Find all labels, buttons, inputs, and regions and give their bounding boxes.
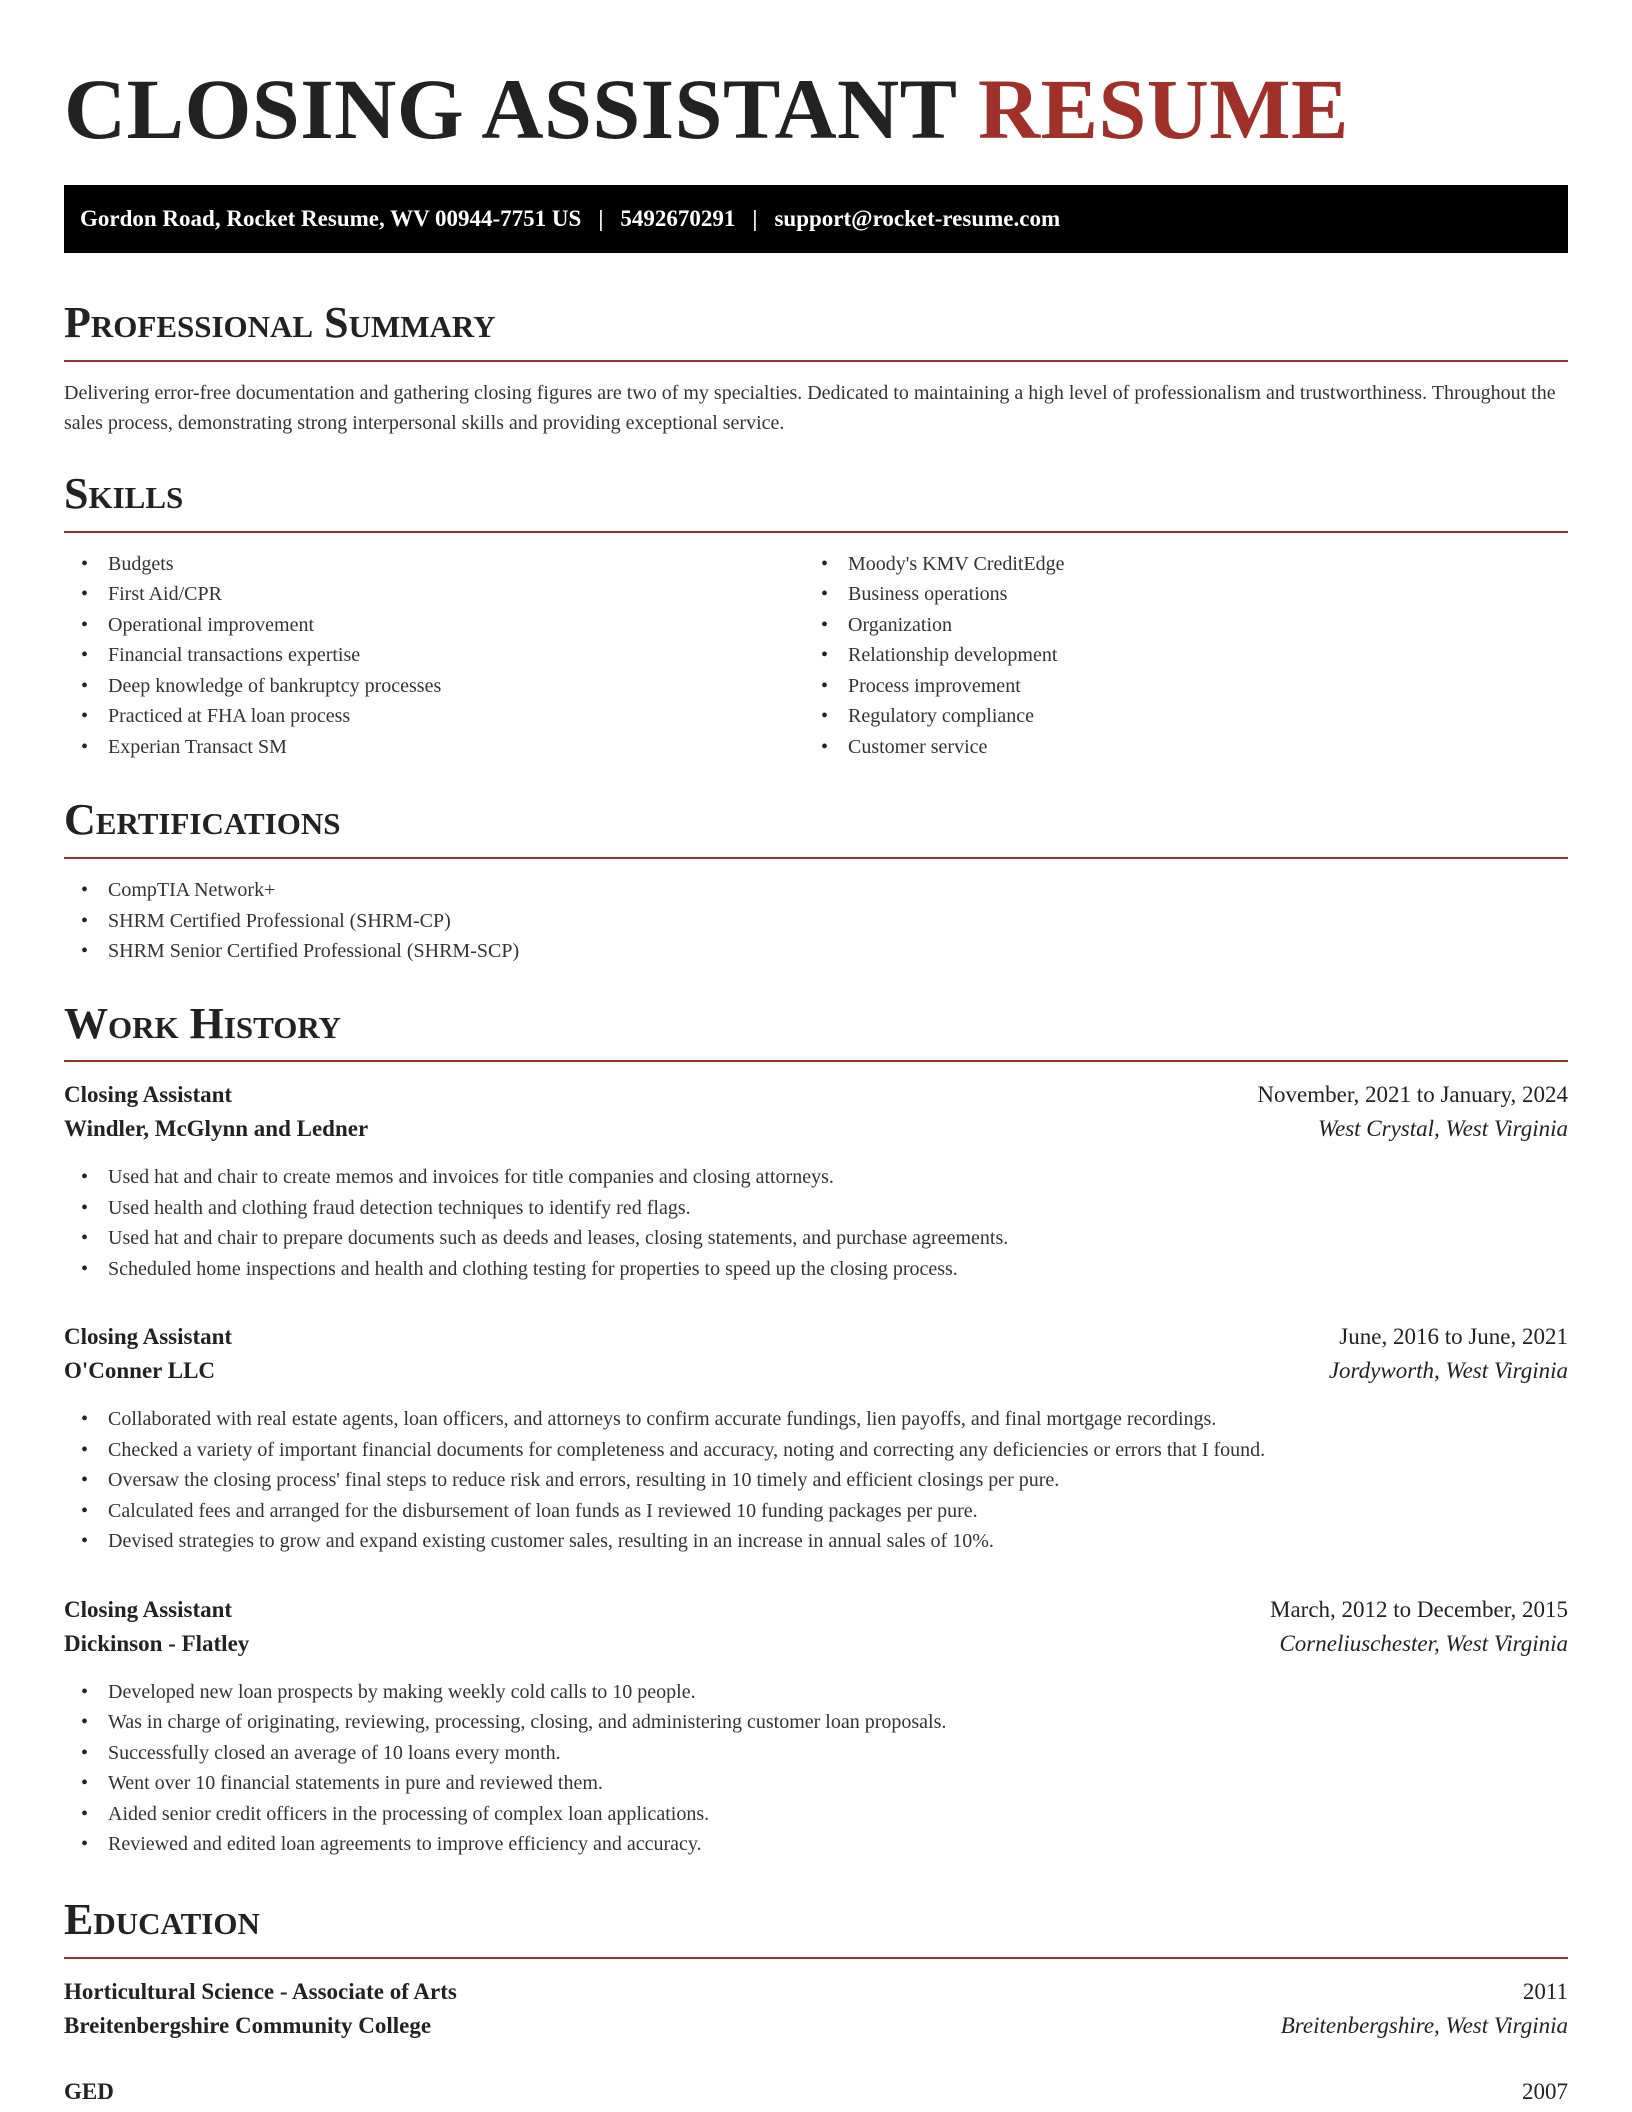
- education-entry: [64, 1979, 1568, 2039]
- job-company: O'Conner LLC: [64, 1358, 216, 1384]
- certifications-list: [64, 875, 1568, 967]
- skill-item: • Process improvement: [804, 671, 1544, 702]
- section-heading-skills: Skills: [64, 468, 1568, 533]
- job-bullet: • Went over 10 financial statements in pure and reviewed them.: [64, 1768, 1568, 1799]
- title-main: CLOSING ASSISTANT: [64, 61, 956, 157]
- certification-item: • CompTIA Network+: [64, 875, 1568, 906]
- certification-item: • SHRM Senior Certified Professional (SHRM-SCP): [64, 936, 1568, 967]
- job-company: Dickinson - Flatley: [64, 1630, 250, 1656]
- summary-text: Delivering error-free documentation and gathering closing figures are two of my specialties. Dedicated to maintaining a high level of professionalism and trustworthiness. Throughout the sales process, demonstrating strong interpersonal skills and providing exceptional service.: [64, 381, 1556, 434]
- job-bullet: • Used hat and chair to create memos and invoices for title companies and closing attorneys.: [64, 1162, 1568, 1193]
- skill-item: • Business operations: [804, 579, 1544, 610]
- job-entry: [64, 1597, 1568, 1860]
- job-bullet: • Reviewed and edited loan agreements to improve efficiency and accuracy.: [64, 1829, 1568, 1860]
- skill-item: • Practiced at FHA loan process: [64, 701, 804, 732]
- skill-item: • Relationship development: [804, 640, 1544, 671]
- job-bullet: • Developed new loan prospects by making weekly cold calls to 10 people.: [64, 1677, 1568, 1708]
- job-location: Jordyworth, West Virginia: [1328, 1358, 1568, 1384]
- skill-item: • Budgets: [64, 549, 804, 580]
- skill-item: • Customer service: [804, 732, 1544, 763]
- skill-item: • Deep knowledge of bankruptcy processes: [64, 671, 804, 702]
- job-bullets: [64, 1404, 1568, 1557]
- contact-phone: 5492670291: [620, 206, 736, 232]
- skill-item: • Financial transactions expertise: [64, 640, 804, 671]
- job-bullets: [64, 1162, 1568, 1284]
- contact-address: Gordon Road, Rocket Resume, WV 00944-7751 US: [80, 206, 582, 232]
- job-location: West Crystal, West Virginia: [1317, 1116, 1568, 1142]
- job-title: Closing Assistant: [64, 1324, 233, 1350]
- section-heading-summary: Professional Summary: [64, 297, 1568, 362]
- education-section: [64, 1894, 1568, 2105]
- job-bullet: • Successfully closed an average of 10 loans every month.: [64, 1738, 1568, 1769]
- job-bullet: • Calculated fees and arranged for the disbursement of loan funds as I reviewed 10 funding packages per pure.: [64, 1496, 1568, 1527]
- job-bullet: • Collaborated with real estate agents, loan officers, and attorneys to confirm accurate fundings, lien payoffs, and final mortgage recordings.: [64, 1404, 1568, 1435]
- certification-item: • SHRM Certified Professional (SHRM-CP): [64, 906, 1568, 937]
- job-dates: June, 2016 to June, 2021: [1339, 1324, 1568, 1350]
- job-bullet: • Checked a variety of important financial documents for completeness and accuracy, noting and correcting any deficiencies or errors that I found.: [64, 1435, 1568, 1466]
- job-title: Closing Assistant: [64, 1082, 233, 1108]
- section-heading-certifications: Certifications: [64, 794, 1568, 859]
- job-location: Corneliuschester, West Virginia: [1279, 1630, 1568, 1656]
- skills-grid: [64, 533, 1568, 763]
- skill-item: • Organization: [804, 610, 1544, 641]
- job-bullet: • Devised strategies to grow and expand existing customer sales, resulting in an increase in annual sales of 10%.: [64, 1526, 1568, 1557]
- section-heading-work-history: Work History: [64, 998, 1568, 1063]
- skill-item: • Operational improvement: [64, 610, 804, 641]
- education-school: Breitenbergshire Community College: [64, 2012, 432, 2038]
- resume-title: [64, 58, 1568, 161]
- contact-separator: |: [598, 206, 604, 232]
- contact-email: support@rocket-resume.com: [774, 206, 1061, 232]
- skills-list-right: [804, 549, 1544, 763]
- education-entry: [64, 2079, 1568, 2105]
- job-bullet: • Aided senior credit officers in the processing of complex loan applications.: [64, 1799, 1568, 1830]
- job-company: Windler, McGlynn and Ledner: [64, 1116, 369, 1142]
- section-heading-education: Education: [64, 1894, 1568, 1959]
- job-dates: November, 2021 to January, 2024: [1257, 1082, 1568, 1108]
- job-entry: [64, 1324, 1568, 1557]
- job-dates: March, 2012 to December, 2015: [1270, 1596, 1568, 1622]
- education-degree: Horticultural Science - Associate of Arts: [64, 1978, 457, 2004]
- title-accent: RESUME: [977, 61, 1349, 157]
- contact-separator: |: [752, 206, 758, 232]
- resume-page: [64, 0, 1568, 2105]
- job-bullet: • Used health and clothing fraud detection techniques to identify red flags.: [64, 1193, 1568, 1224]
- job-title: Closing Assistant: [64, 1596, 233, 1622]
- job-bullets: [64, 1677, 1568, 1860]
- job-bullet: • Scheduled home inspections and health and clothing testing for properties to speed up the closing process.: [64, 1254, 1568, 1285]
- skill-item: • First Aid/CPR: [64, 579, 804, 610]
- skill-item: • Experian Transact SM: [64, 732, 804, 763]
- education-degree: GED: [64, 2078, 114, 2104]
- job-entry: [64, 1082, 1568, 1284]
- job-bullet: • Used hat and chair to prepare documents such as deeds and leases, closing statements, and purchase agreements.: [64, 1223, 1568, 1254]
- skills-section: [64, 468, 1568, 762]
- education-year: 2011: [1522, 1978, 1568, 2004]
- job-bullet: • Oversaw the closing process' final steps to reduce risk and errors, resulting in 10 timely and efficient closings per pure.: [64, 1465, 1568, 1496]
- job-bullet: • Was in charge of originating, reviewing, processing, closing, and administering customer loan proposals.: [64, 1707, 1568, 1738]
- certifications-section: [64, 794, 1568, 966]
- skills-list-left: [64, 549, 804, 763]
- work-history-section: [64, 998, 1568, 1860]
- skill-item: • Moody's KMV CreditEdge: [804, 549, 1544, 580]
- education-location: Breitenbergshire, West Virginia: [1280, 2012, 1568, 2038]
- contact-bar: [64, 185, 1568, 253]
- skill-item: • Regulatory compliance: [804, 701, 1544, 732]
- professional-summary-section: [64, 297, 1568, 438]
- education-year: 2007: [1522, 2078, 1568, 2104]
